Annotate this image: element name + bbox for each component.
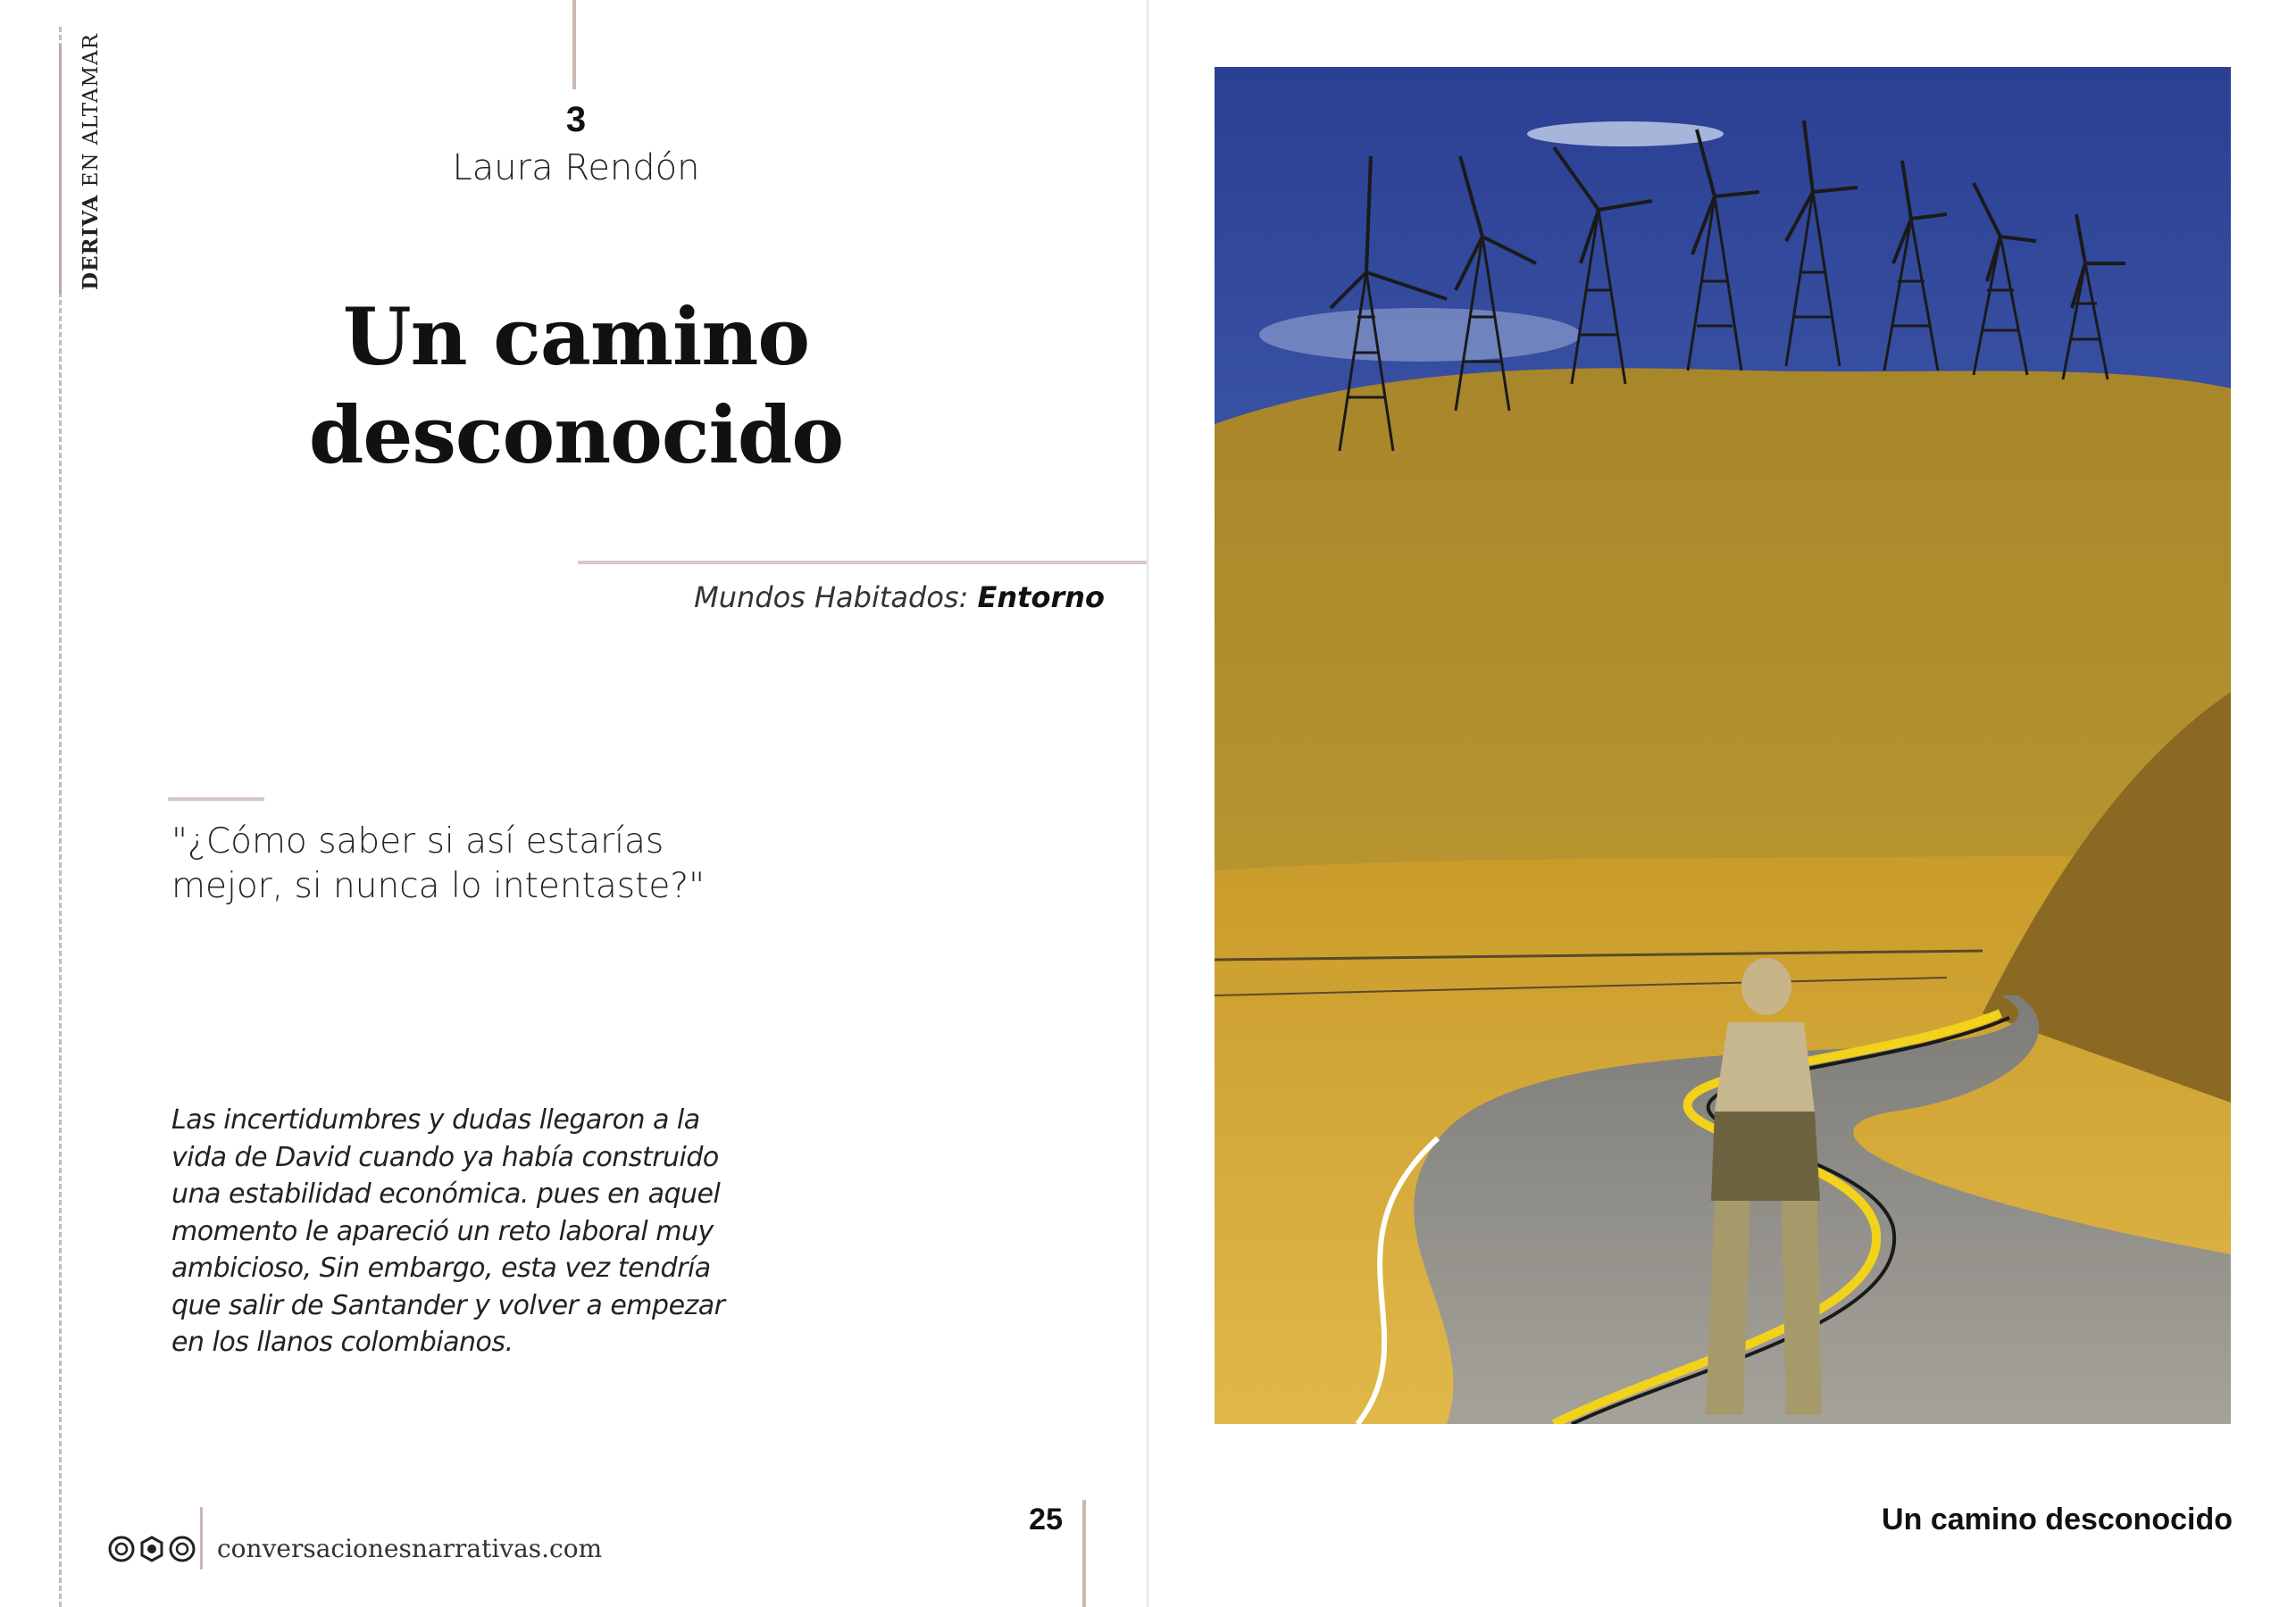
left-page bbox=[0, 0, 1147, 1607]
publisher-logo-icon bbox=[107, 1534, 196, 1564]
title-line-2: desconocido bbox=[308, 388, 844, 481]
body-line: vida de David cuando ya había construido bbox=[171, 1141, 719, 1173]
quote-line-1: "¿Cómo saber si así estarías bbox=[171, 821, 664, 862]
chapter-number: 3 bbox=[565, 100, 587, 139]
body-line: en los llanos colombianos. bbox=[171, 1327, 513, 1358]
pull-quote bbox=[171, 820, 725, 909]
body-line: una estabilidad económica. pues en aquel bbox=[171, 1178, 721, 1210]
side-label-rest: EN ALTAMAR bbox=[79, 33, 103, 195]
body-line: que salir de Santander y volver a empezar bbox=[171, 1289, 725, 1321]
footer-separator bbox=[200, 1507, 203, 1570]
section-divider bbox=[578, 561, 1147, 564]
section-subtitle bbox=[625, 580, 1105, 614]
body-line: ambicioso, Sin embargo, esta vez tendría bbox=[171, 1253, 711, 1284]
magazine-side-label bbox=[79, 33, 103, 290]
running-title: Un camino desconocido bbox=[1882, 1503, 2233, 1536]
body-line: momento le apareció un reto laboral muy bbox=[171, 1215, 714, 1247]
three-circles-icon bbox=[107, 1534, 196, 1564]
landscape-illustration bbox=[1215, 67, 2231, 1424]
subtitle-prefix: Mundos Habitados: bbox=[694, 580, 978, 614]
page-spine bbox=[1147, 0, 1148, 1607]
title-line-1: Un camino bbox=[342, 290, 810, 383]
side-label-bold: DERIVA bbox=[79, 194, 103, 290]
page-number-divider bbox=[1082, 1500, 1086, 1607]
subtitle-bold: Entorno bbox=[977, 580, 1105, 614]
margin-solid-line bbox=[59, 45, 62, 295]
top-divider bbox=[572, 0, 576, 89]
footer-website-link[interactable]: conversacionesnarrativas.com bbox=[217, 1534, 603, 1563]
author-name: Laura Rendón bbox=[452, 147, 700, 188]
article-photo bbox=[1215, 67, 2231, 1424]
body-line: Las incertidumbres y dudas llegaron a la bbox=[171, 1104, 700, 1136]
quote-line-2: mejor, si nunca lo intentaste?" bbox=[171, 866, 705, 906]
article-title bbox=[250, 287, 902, 484]
quote-divider bbox=[168, 797, 264, 801]
page-number: 25 bbox=[1029, 1503, 1063, 1536]
intro-paragraph bbox=[171, 1102, 734, 1361]
